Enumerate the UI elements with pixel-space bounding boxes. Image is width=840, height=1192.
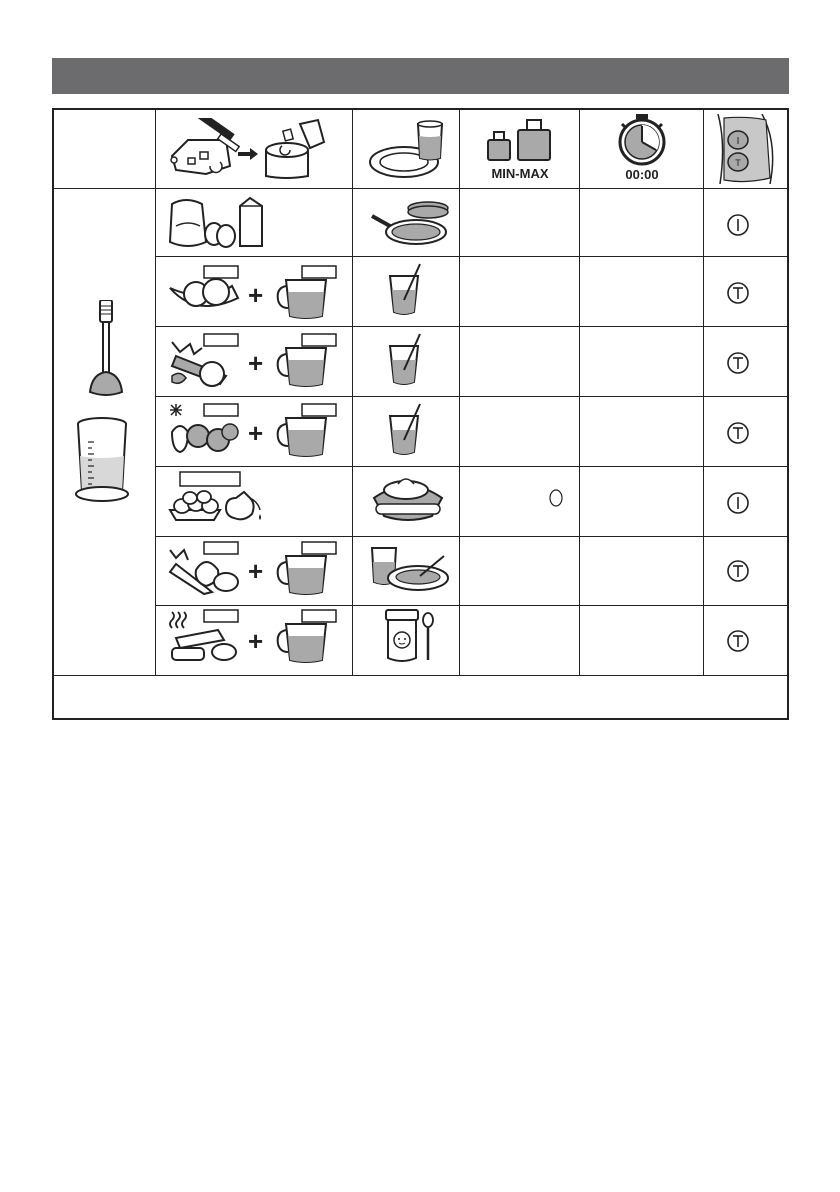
col-divider — [459, 110, 460, 675]
svg-text:+: + — [248, 626, 264, 656]
footer-divider — [54, 675, 787, 676]
timer-label: 00:00 — [625, 167, 659, 182]
stopwatch-icon — [614, 114, 670, 166]
pancake-pan-icon — [370, 198, 450, 248]
egg-outline-icon — [548, 488, 564, 508]
soup-bowl-icon — [370, 542, 452, 594]
speed-buttons-icon — [714, 114, 782, 184]
speed-normal-icon — [725, 490, 751, 516]
weight-icon — [484, 116, 556, 162]
baby-food-jar-icon — [384, 608, 436, 664]
prep-chop-pour-icon — [166, 118, 346, 180]
speed-turbo-icon — [725, 628, 751, 654]
fruit-plus-liquid-icon — [166, 264, 350, 320]
blender-shaft-icon — [82, 300, 132, 400]
svg-text:+: + — [248, 348, 264, 378]
header-divider — [54, 188, 787, 189]
mayonnaise-icon — [368, 472, 450, 524]
speed-turbo-icon — [725, 558, 751, 584]
measuring-beaker-icon — [74, 416, 138, 502]
row-divider — [155, 605, 787, 606]
speed-turbo-icon — [725, 350, 751, 376]
frozen-fruit-plus-liquid-icon — [166, 402, 350, 458]
col-divider — [579, 110, 580, 675]
col-divider — [703, 110, 704, 675]
drink-glass-icon — [388, 402, 428, 456]
svg-text:+: + — [248, 556, 264, 586]
row-divider — [155, 396, 787, 397]
section-title-bar — [52, 58, 789, 94]
speed-normal-icon — [725, 212, 751, 238]
speed-turbo-icon — [725, 420, 751, 446]
col-divider — [352, 110, 353, 675]
drink-glass-icon — [388, 262, 428, 316]
plate-glass-icon — [368, 118, 448, 180]
row-divider — [155, 466, 787, 467]
row-divider — [155, 256, 787, 257]
soup-vegetables-plus-liquid-icon — [166, 540, 350, 596]
weight-label: MIN-MAX — [491, 166, 549, 181]
col-divider — [155, 110, 156, 675]
speed-turbo-icon — [725, 280, 751, 306]
drink-glass-icon — [388, 332, 428, 386]
flour-eggs-milk-icon — [166, 196, 270, 250]
eggs-oil-icon — [166, 470, 270, 526]
row-divider — [155, 536, 787, 537]
steamed-vegetables-plus-liquid-icon — [166, 608, 350, 666]
svg-text:+: + — [248, 280, 264, 310]
vegetables-plus-liquid-icon — [166, 332, 350, 388]
svg-text:+: + — [248, 418, 264, 448]
row-divider — [155, 326, 787, 327]
svg-text:I: I — [736, 136, 740, 147]
svg-text:T: T — [735, 158, 741, 168]
